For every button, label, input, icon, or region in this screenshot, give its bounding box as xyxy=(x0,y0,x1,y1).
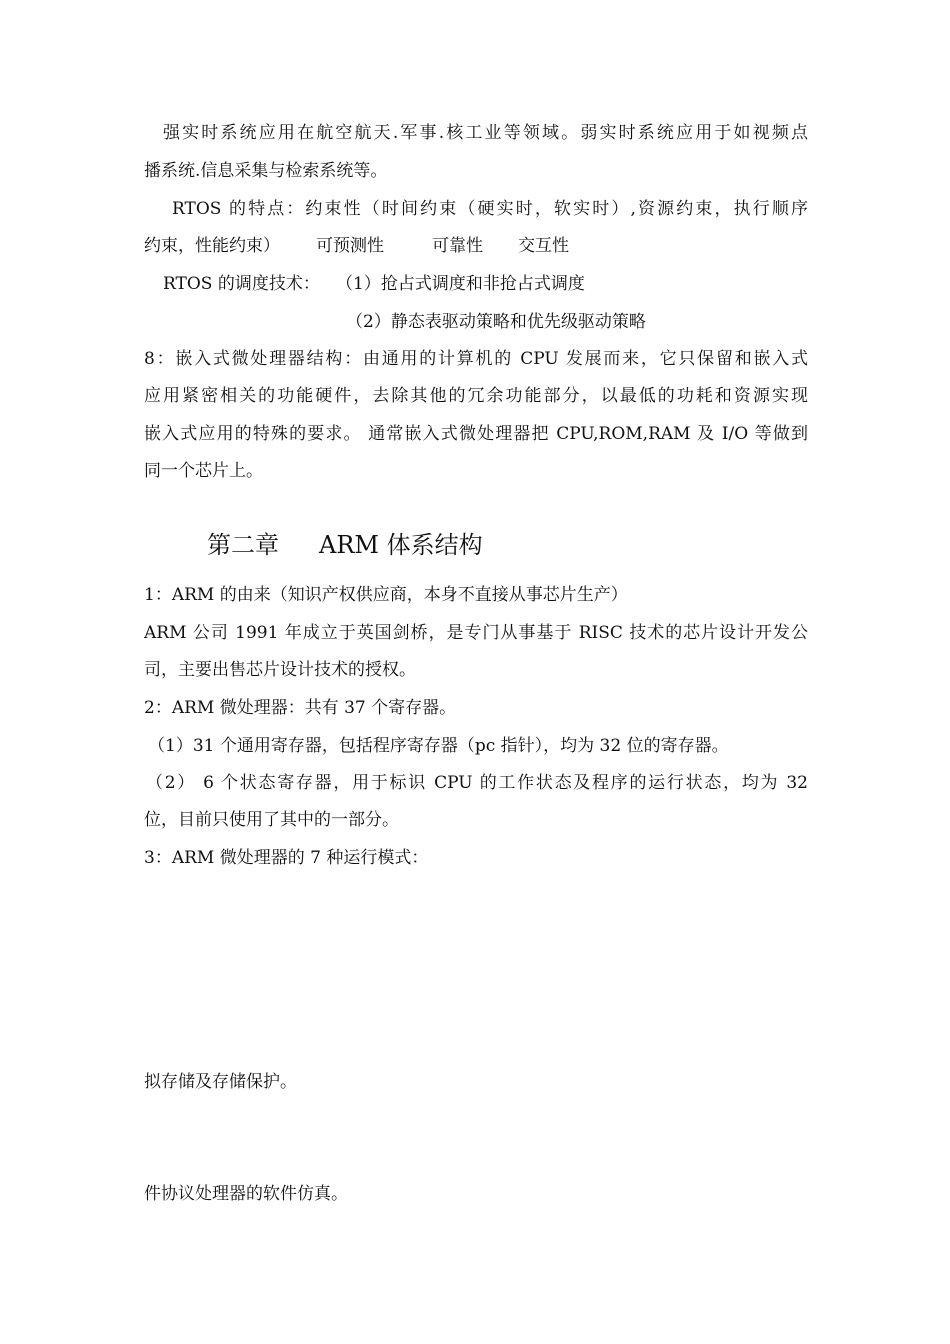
scheduling-item-1: （1）抢占式调度和非抢占式调度 xyxy=(336,274,585,294)
arm-origin-line-1: ARM 公司 1991 年成立于英国剑桥，是专门从事基于 RISC 技术的芯片设计开发公 xyxy=(144,623,808,643)
feature-constraints: 约束，性能约束） xyxy=(144,236,280,256)
arm-modes-heading: 3：ARM 微处理器的 7 种运行模式： xyxy=(144,848,429,868)
paragraph-rtos-features-line-2 xyxy=(144,233,808,259)
paragraph-embedded-processor-line-3: 嵌入式应用的特殊的要求。 通常嵌入式微处理器把 CPU,ROM,RAM 及 I/O 等做到 xyxy=(144,424,808,444)
chapter-number: 第二章 xyxy=(207,531,279,559)
mode-abt-continuation: 拟存储及存储保护。 xyxy=(144,1072,297,1092)
scheduling-item-2: （2）静态表驱动策略和优先级驱动策略 xyxy=(346,312,646,332)
paragraph-rtos-features-line-1: RTOS 的特点：约束性（时间约束（硬实时，软实时）,资源约束，执行顺序 xyxy=(172,199,808,219)
paragraph-embedded-processor-line-4: 同一个芯片上。 xyxy=(144,461,263,481)
feature-interactivity: 交互性 xyxy=(518,236,569,256)
paragraph-embedded-processor-line-1: 8：嵌入式微处理器结构：由通用的计算机的 CPU 发展而来，它只保留和嵌入式 xyxy=(144,349,808,369)
arm-registers-heading: 2：ARM 微处理器：共有 37 个寄存器。 xyxy=(144,698,457,718)
feature-predictability: 可预测性 xyxy=(316,236,384,256)
paragraph-realtime-line-2: 播系统.信息采集与检索系统等。 xyxy=(144,161,388,181)
paragraph-realtime-line-1: 强实时系统应用在航空航天.军事.核工业等领域。弱实时系统应用于如视频点 xyxy=(163,123,808,143)
paragraph-embedded-processor-line-2: 应用紧密相关的功能硬件，去除其他的冗余功能部分，以最低的功耗和资源实现 xyxy=(144,386,808,406)
feature-reliability: 可靠性 xyxy=(432,236,483,256)
arm-registers-general: （1）31 个通用寄存器，包括程序寄存器（pc 指针），均为 32 位的寄存器。 xyxy=(148,736,729,756)
arm-registers-status-line-1: （2） 6 个状态寄存器，用于标识 CPU 的工作状态及程序的运行状态，均为 32 xyxy=(146,773,808,793)
scheduling-label: RTOS 的调度技术： xyxy=(163,274,320,294)
paragraph-rtos-scheduling-line-1 xyxy=(163,271,808,297)
chapter-heading xyxy=(207,528,483,562)
arm-registers-status-line-2: 位，目前只使用了其中的一部分。 xyxy=(144,810,399,830)
mode-und-continuation: 件协议处理器的软件仿真。 xyxy=(144,1184,348,1204)
arm-origin-line-2: 司，主要出售芯片设计技术的授权。 xyxy=(144,660,416,680)
arm-origin-heading: 1：ARM 的由来（知识产权供应商，本身不直接从事芯片生产） xyxy=(144,585,628,605)
chapter-title: ARM 体系结构 xyxy=(319,531,483,559)
